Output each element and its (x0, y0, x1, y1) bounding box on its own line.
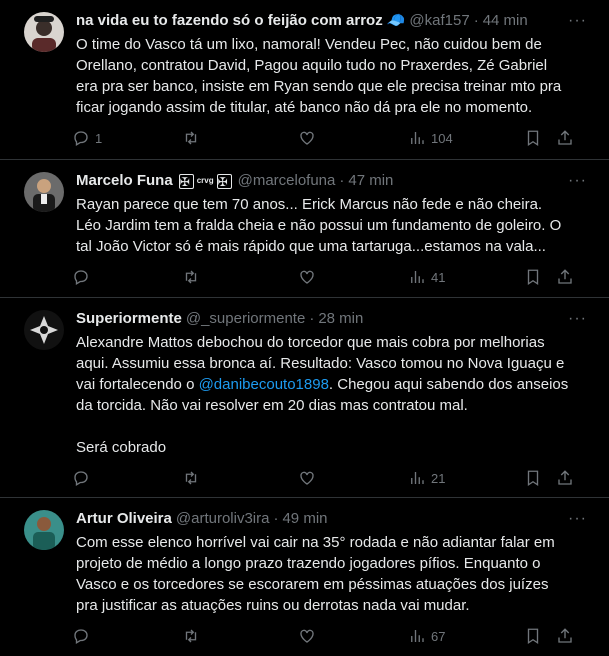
handle[interactable]: @marcelofuna (237, 172, 336, 189)
avatar[interactable] (24, 310, 64, 350)
tweet[interactable] (0, 498, 609, 655)
retweet-icon (182, 469, 200, 487)
separator-dot: · (473, 12, 479, 29)
bookmark-button[interactable] (524, 469, 556, 487)
views-button[interactable] (408, 129, 524, 147)
like-button[interactable] (298, 469, 408, 487)
more-icon[interactable]: ··· (568, 510, 587, 527)
separator-dot: · (309, 310, 315, 327)
cap-emoji: 🧢 (386, 12, 406, 29)
action-bar (72, 257, 593, 297)
share-icon (556, 129, 574, 147)
tweet-text-part: . Chegou aqui sabendo dos anseios da torcida. Não vai resolver em 20 dias mas contratou mal. Será cobrado (76, 376, 569, 456)
views-button[interactable] (408, 627, 524, 645)
reply-icon (72, 129, 90, 147)
tweet-header (76, 170, 593, 192)
retweet-button[interactable] (182, 129, 298, 147)
bookmark-icon (524, 627, 542, 645)
retweet-button[interactable] (182, 469, 298, 487)
bookmark-icon (524, 469, 542, 487)
separator-dot: · (273, 510, 279, 527)
share-icon (556, 627, 574, 645)
share-icon (556, 268, 574, 286)
more-icon[interactable]: ··· (568, 310, 587, 327)
tweet-text: Com esse elenco horrível vai cair na 35° rodada e não adiantar falar em projeto de médio a longo prazo trazendo jogadores pífios. Enquanto o Vasco e os torcedores se escorarem em péssimas atuações dos juízes pra justificar as atuações ruins ou derrotas nada vai mudar. (76, 534, 555, 614)
reply-button[interactable] (72, 129, 182, 147)
tweet-header (76, 10, 593, 32)
timestamp[interactable]: 47 min (348, 172, 394, 189)
reply-count: 1 (95, 130, 103, 146)
views-icon (408, 268, 426, 286)
views-count: 21 (431, 470, 446, 486)
timestamp[interactable]: 44 min (482, 12, 528, 29)
avatar[interactable] (24, 510, 64, 550)
more-icon[interactable]: ··· (568, 12, 587, 29)
timestamp[interactable]: 28 min (318, 310, 364, 327)
tweet-header (76, 308, 593, 330)
tweet-text (76, 332, 593, 458)
bookmark-icon (524, 129, 542, 147)
separator-dot: · (339, 172, 345, 189)
bookmark-icon (524, 268, 542, 286)
views-count: 67 (431, 628, 446, 644)
share-button[interactable] (556, 129, 574, 147)
avatar[interactable] (24, 172, 64, 212)
reply-icon (72, 469, 90, 487)
more-icon[interactable]: ··· (568, 172, 587, 189)
display-name[interactable]: na vida eu to fazendo só o feijão com arroz (76, 12, 383, 29)
bookmark-button[interactable] (524, 627, 556, 645)
views-count: 104 (431, 130, 453, 146)
like-icon (298, 627, 316, 645)
share-icon (556, 469, 574, 487)
share-button[interactable] (556, 627, 574, 645)
views-icon (408, 469, 426, 487)
like-icon (298, 129, 316, 147)
share-button[interactable] (556, 469, 574, 487)
share-button[interactable] (556, 268, 574, 286)
reply-button[interactable] (72, 627, 182, 645)
action-bar (72, 118, 593, 158)
bookmark-button[interactable] (524, 129, 556, 147)
like-button[interactable] (298, 129, 408, 147)
handle[interactable]: @kaf157 (409, 12, 470, 29)
like-icon (298, 268, 316, 286)
retweet-icon (182, 129, 200, 147)
vasco-cross-icon (217, 174, 232, 189)
handle[interactable]: @_superiormente (185, 310, 306, 327)
like-button[interactable] (298, 627, 408, 645)
like-button[interactable] (298, 268, 408, 286)
crvg-badge: crvg (196, 176, 214, 185)
retweet-icon (182, 268, 200, 286)
views-button[interactable] (408, 469, 524, 487)
tweet[interactable] (0, 160, 609, 298)
retweet-icon (182, 627, 200, 645)
tweet-header (76, 508, 593, 530)
avatar[interactable] (24, 12, 64, 52)
tweet-text: Rayan parece que tem 70 anos... Erick Marcus não fede e não cheira. Léo Jardim tem a fralda cheia e não possui um fundamento de goleiro. O tal João Victor só é mais rápido que uma tartaruga...estamos na vala... (76, 196, 562, 255)
retweet-button[interactable] (182, 627, 298, 645)
tweet[interactable] (0, 0, 609, 160)
tweet[interactable] (0, 298, 609, 498)
tweet-text-part: Alexandre Mattos debochou do torcedor que mais cobra por melhorias aqui. Assumiu essa bronca aí. Resultado: Vasco tomou no Nova Iguaçu e vai fortalecendo o (76, 334, 565, 393)
views-count: 41 (431, 269, 446, 285)
action-bar (72, 458, 593, 498)
vasco-cross-icon (179, 174, 194, 189)
views-button[interactable] (408, 268, 524, 286)
reply-icon (72, 627, 90, 645)
tweet-text: O time do Vasco tá um lixo, namoral! Vendeu Pec, não cuidou bem de Orellano, contratou David, Pagou aquilo tudo no Praxerdes, Zé Gabriel era pra ser banco, insiste em Ryan sendo que ele precisa treinar mto pra ficar jogando assim de titular, até banco não dá pra ele no momento. (76, 36, 562, 116)
reply-button[interactable] (72, 469, 182, 487)
handle[interactable]: @arturoliv3ira (175, 510, 270, 527)
reply-icon (72, 268, 90, 286)
views-icon (408, 129, 426, 147)
display-name[interactable]: Artur Oliveira (76, 510, 172, 527)
timestamp[interactable]: 49 min (282, 510, 328, 527)
like-icon (298, 469, 316, 487)
mention-link[interactable]: @danibecouto1898 (198, 376, 329, 393)
action-bar (72, 616, 593, 656)
display-name[interactable]: Marcelo Funa (76, 172, 173, 189)
views-icon (408, 627, 426, 645)
retweet-button[interactable] (182, 268, 298, 286)
display-name[interactable]: Superiormente (76, 310, 182, 327)
reply-button[interactable] (72, 268, 182, 286)
bookmark-button[interactable] (524, 268, 556, 286)
